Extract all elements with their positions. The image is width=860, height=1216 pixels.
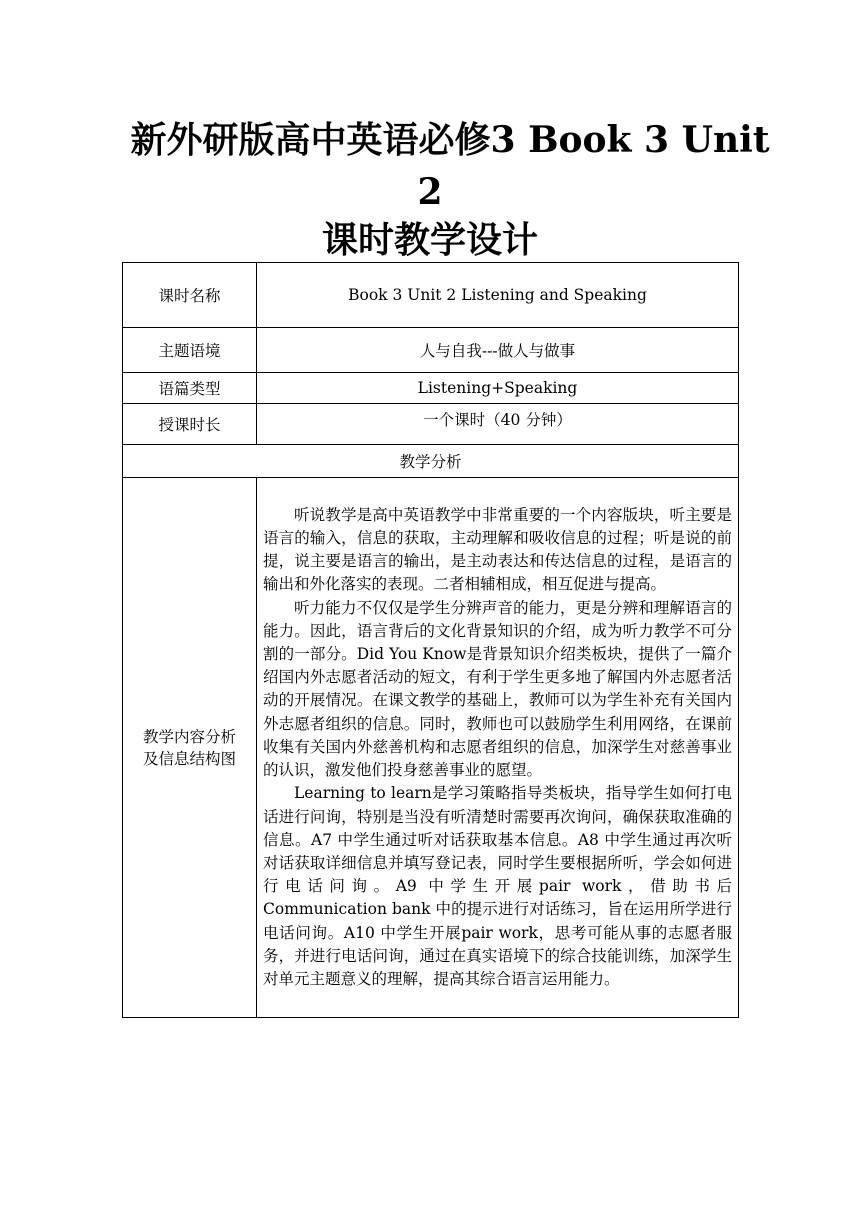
row-label: 授课时长 [123,404,257,445]
table-row-text-type [123,373,739,404]
row-value: 人与自我---做人与做事 [257,328,739,373]
analysis-label-line-2: 及信息结构图 [142,749,236,768]
table-row-duration [123,404,739,445]
row-value: 一个课时（40 分钟） [257,404,739,445]
table-row-lesson-name [123,263,739,328]
document-title-line-1: 新外研版高中英语必修3 Book 3 Unit [130,119,770,161]
table-section-header-row [123,445,739,478]
row-label: 主题语境 [123,328,257,373]
section-header: 教学分析 [123,445,739,478]
document-subtitle: 课时教学设计 [321,220,538,261]
table-row-content-analysis [123,478,739,1018]
lesson-plan-table [122,262,739,1018]
analysis-content [257,478,739,1018]
analysis-paragraph-3: Learning to learn是学习策略指导类板块，指导学生如何打电话进行问询，特别是当没有听清楚时需要再次询问，确保获取准确的信息。A7 中学生通过听对话获取基本信息。A8 中学生通过再次听对话获取详细信息并填写登记表，同时学生要根据所听，学会如何进行电话问询。A9 中学生开展pair work，借助书后Communication bank 中的提示进行对话练习，旨在运用所学进行电话问询。A10 中学生开展pair work，思考可能从事的志愿者服务，并进行电话问询，通过在真实语境下的综合技能训练，加深学生对单元主题意义的理解，提高其综合语言运用能力。 [263,784,732,988]
analysis-paragraph-2: 听力能力不仅仅是学生分辨声音的能力，更是分辨和理解语言的能力。因此，语言背后的文化背景知识的介绍，成为听力教学不可分割的一部分。Did You Know是背景知识介绍类板块，提供了一篇介绍国内外志愿者活动的短文，有利于学生更多地了解国内外志愿者活动的开展情况。在课文教学的基础上，教师可以为学生补充有关国内外志愿者组织的信息。同时，教师也可以鼓励学生利用网络，在课前收集有关国内外慈善机构和志愿者组织的信息，加深学生对慈善事业的认识，激发他们投身慈善事业的愿望。 [263,598,732,780]
table-row-theme-context [123,328,739,373]
document-title-line-2: 2 [417,171,443,213]
row-value: Listening+Speaking [257,373,739,404]
analysis-label [123,478,257,1018]
row-label: 语篇类型 [123,373,257,404]
row-label: 课时名称 [123,263,257,328]
analysis-label-line-1: 教学内容分析 [142,727,236,746]
row-value: Book 3 Unit 2 Listening and Speaking [257,263,739,328]
analysis-paragraph-1: 听说教学是高中英语教学中非常重要的一个内容版块，听主要是语言的输入，信息的获取，主动理解和吸收信息的过程；听是说的前提，说主要是语言的输出，是主动表达和传达信息的过程，是语言的输出和外化落实的表现。二者相辅相成，相互促进与提高。 [263,505,732,594]
